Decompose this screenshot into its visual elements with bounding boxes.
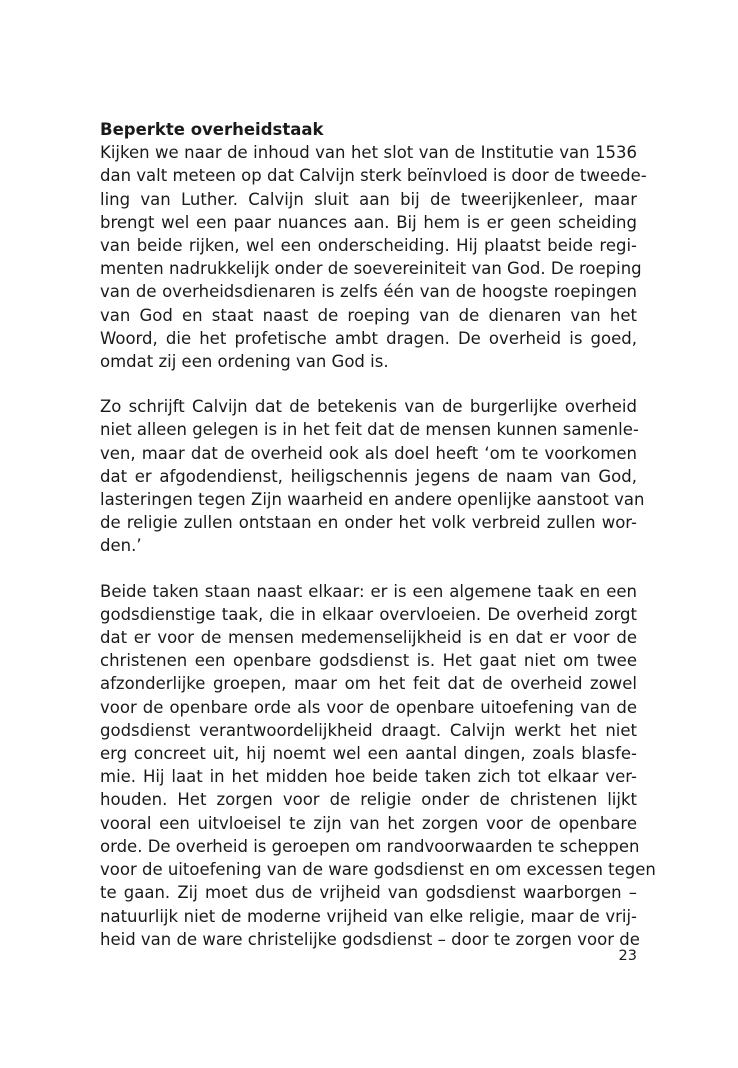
text-line: erg concreet uit, hij noemt wel een aantal dingen, zoals blasfe- [100, 744, 637, 764]
text-line: van God en staat naast de roeping van de dienaren van het [100, 305, 637, 325]
text-line: houden. Het zorgen voor de religie onder de christenen lijkt [100, 790, 637, 810]
text-line: godsdienst verantwoordelijkheid draagt. Calvijn werkt het niet [100, 720, 637, 740]
text-line: menten nadrukkelijk onder de soevereiniteit van God. De roeping [100, 259, 642, 279]
text-line: niet alleen gelegen is in het feit dat de mensen kunnen samenle- [100, 420, 639, 440]
text-line: Woord, die het profetische ambt dragen. De overheid is goed, [100, 328, 637, 348]
section-heading: Beperkte overheidstaak [100, 120, 324, 139]
page-body [100, 118, 656, 973]
text-line: de religie zullen ontstaan en onder het volk verbreid zullen wor- [100, 513, 637, 533]
text-line: van de overheidsdienaren is zelfs één van de hoogste roepingen [100, 282, 637, 302]
text-line: vooral een uitvloeisel te zijn van het zorgen voor de openbare [100, 813, 637, 833]
text-line: mie. Hij laat in het midden hoe beide taken zich tot elkaar ver- [100, 767, 637, 787]
text-line: heid van de ware christelijke godsdienst – door te zorgen voor de [100, 929, 640, 949]
text-line: van beide rijken, wel een onderscheiding. Hij plaatst beide regi- [100, 236, 637, 256]
text-line: Zo schrijft Calvijn dat de betekenis van de burgerlijke overheid [100, 397, 637, 417]
text-line: dat er voor de mensen medemenselijkheid is en dat er voor de [100, 628, 637, 648]
text-line: te gaan. Zij moet dus de vrijheid van godsdienst waarborgen – [100, 883, 637, 903]
text-line: dat er afgodendienst, heiligschennis jegens de naam van God, [100, 466, 637, 486]
paragraph-2 [100, 395, 645, 557]
text-line: christenen een openbare godsdienst is. Het gaat niet om twee [100, 651, 637, 671]
text-line: brengt wel een paar nuances aan. Bij hem is er geen scheiding [100, 212, 637, 232]
text-line: ven, maar dat de overheid ook als doel heeft ‘om te voorkomen [100, 443, 637, 463]
text-line: voor de openbare orde als voor de openbare uitoefening van de [100, 697, 637, 717]
text-line: den.’ [100, 536, 142, 556]
text-line: ling van Luther. Calvijn sluit aan bij de tweerijkenleer, maar [100, 189, 637, 209]
paragraph-3 [100, 580, 656, 951]
text-line: Kijken we naar de inhoud van het slot van de Institutie van 1536 [100, 143, 637, 163]
text-line: afzonderlijke groepen, maar om het feit dat de overheid zowel [100, 674, 637, 694]
text-line: godsdienstige taak, die in elkaar overvloeien. De overheid zorgt [100, 604, 637, 624]
text-line: orde. De overheid is geroepen om randvoorwaarden te scheppen [100, 836, 640, 856]
text-line: voor de uitoefening van de ware godsdienst en om excessen tegen [100, 860, 656, 880]
page-number: 23 [618, 948, 637, 964]
paragraph-1 [100, 141, 647, 373]
text-line: omdat zij een ordening van God is. [100, 352, 389, 372]
text-line: Beide taken staan naast elkaar: er is een algemene taak en een [100, 581, 637, 601]
text-line: natuurlijk niet de moderne vrijheid van elke religie, maar de vrij- [100, 906, 637, 926]
text-line: lasteringen tegen Zijn waarheid en andere openlijke aanstoot van [100, 490, 645, 510]
text-line: dan valt meteen op dat Calvijn sterk beïnvloed is door de tweede- [100, 166, 647, 186]
